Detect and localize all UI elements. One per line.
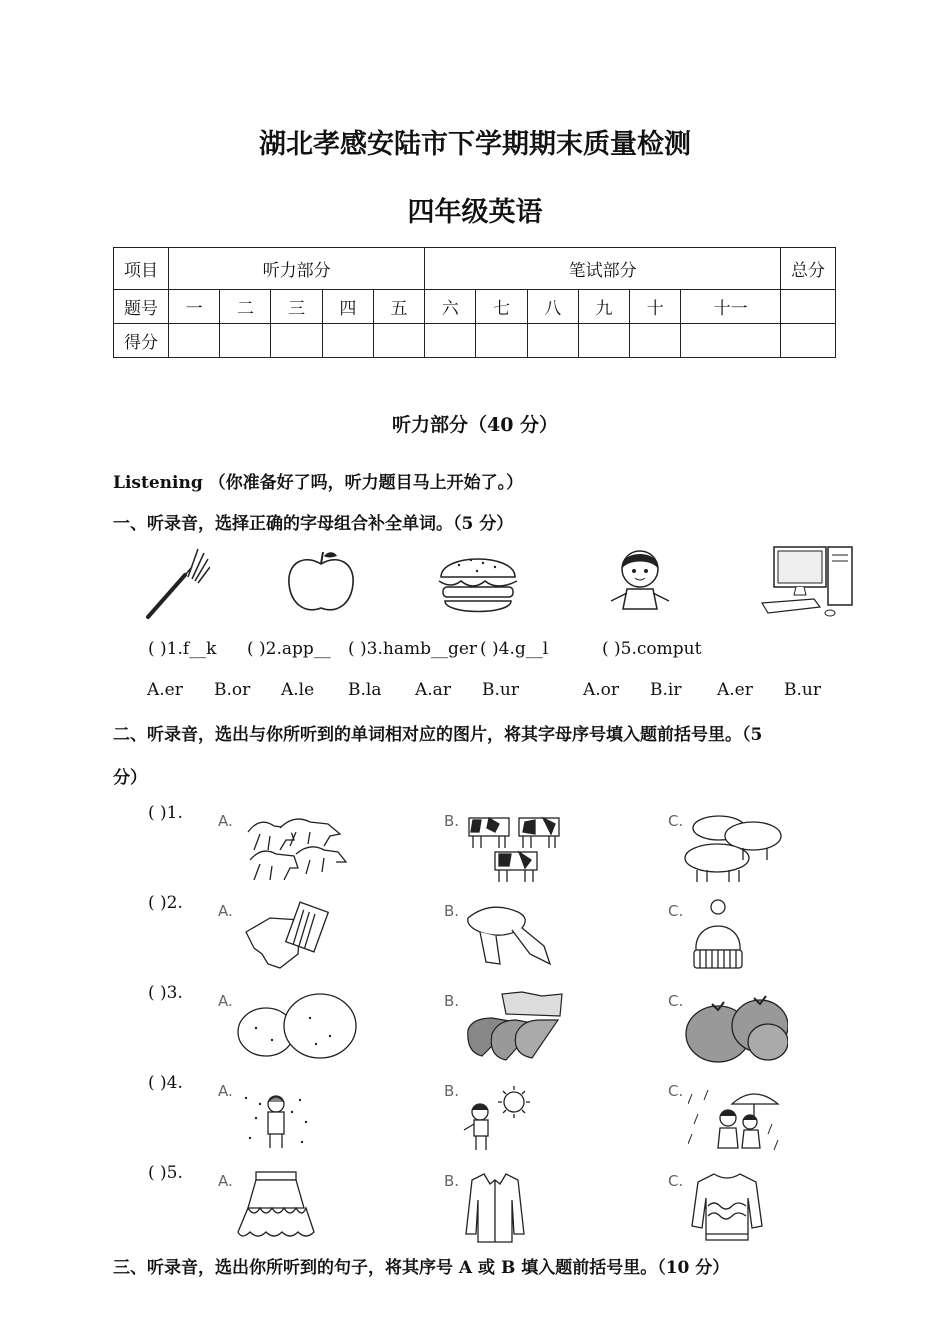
hamburger-icon bbox=[437, 547, 519, 619]
s1-item-5: ( )5.comput bbox=[602, 639, 702, 659]
score-table-cell: 五 bbox=[373, 290, 424, 324]
s1-option: A.er bbox=[147, 680, 183, 700]
s2-option-label: A. bbox=[218, 1172, 233, 1190]
snowy-icon bbox=[240, 1088, 314, 1154]
s1-option: B.ur bbox=[482, 680, 519, 700]
s2-option-label: C. bbox=[668, 992, 684, 1010]
s1-option: B.ur bbox=[784, 680, 821, 700]
score-table-cell: 九 bbox=[578, 290, 629, 324]
score-cell[interactable] bbox=[476, 324, 527, 358]
s1-item-3: ( )3.hamb__ger bbox=[348, 639, 478, 659]
s2-question-num: ( )3. bbox=[148, 983, 183, 1003]
s2-option-label: A. bbox=[218, 992, 233, 1010]
score-table-cell: 六 bbox=[425, 290, 476, 324]
score-table-cell: 一 bbox=[169, 290, 220, 324]
s2-option-label: C. bbox=[668, 1172, 684, 1190]
score-table-cell: 题号 bbox=[114, 290, 169, 324]
sweater-icon bbox=[690, 1170, 764, 1244]
skirt-icon bbox=[234, 1170, 318, 1244]
score-table-cell: 四 bbox=[322, 290, 373, 324]
shirt-icon bbox=[464, 1170, 526, 1244]
s1-option: A.or bbox=[583, 680, 620, 700]
section2-heading-cont: 分） bbox=[113, 768, 147, 788]
score-cell[interactable] bbox=[169, 324, 220, 358]
score-table-cell: 十 bbox=[630, 290, 681, 324]
score-table-cell: 总分 bbox=[781, 248, 836, 290]
fork-icon bbox=[140, 545, 210, 620]
scarf-icon bbox=[460, 898, 556, 972]
score-table-cell: 听力部分 bbox=[169, 248, 425, 290]
score-table-cell: 二 bbox=[220, 290, 271, 324]
score-table bbox=[113, 247, 836, 358]
score-table-cell: 七 bbox=[476, 290, 527, 324]
s1-option: B.or bbox=[214, 680, 251, 700]
score-cell[interactable] bbox=[322, 324, 373, 358]
computer-icon bbox=[760, 543, 854, 619]
s2-option-label: C. bbox=[668, 902, 684, 920]
section2-heading: 二、听录音，选出与你所听到的单词相对应的图片，将其字母序号填入题前括号里。（5 bbox=[113, 725, 763, 745]
s2-option-label: B. bbox=[444, 812, 460, 830]
s2-option-label: A. bbox=[218, 902, 233, 920]
s2-option-label: C. bbox=[668, 812, 684, 830]
s2-option-label: B. bbox=[444, 1082, 460, 1100]
score-table-cell: 笔试部分 bbox=[425, 248, 781, 290]
score-table-cell: 八 bbox=[527, 290, 578, 324]
score-cell[interactable] bbox=[220, 324, 271, 358]
listening-intro: Listening （你准备好了吗，听力题目马上开始了。） bbox=[113, 473, 524, 493]
s1-item-4: ( )4.g__l bbox=[480, 639, 549, 659]
tomatoes-icon bbox=[684, 990, 788, 1064]
s2-option-label: A. bbox=[218, 1082, 233, 1100]
s1-option: B.ir bbox=[650, 680, 682, 700]
page-title: 湖北孝感安陆市下学期期末质量检测 bbox=[259, 129, 691, 160]
horses-icon bbox=[240, 810, 350, 886]
s2-option-label: B. bbox=[444, 1172, 460, 1190]
score-cell[interactable] bbox=[373, 324, 424, 358]
gloves-icon bbox=[240, 898, 330, 972]
score-cell[interactable] bbox=[425, 324, 476, 358]
section3-heading: 三、听录音，选出你所听到的句子，将其序号 A 或 B 填入题前括号里。（10 分） bbox=[113, 1258, 730, 1278]
s2-option-label: C. bbox=[668, 1082, 684, 1100]
score-cell[interactable] bbox=[630, 324, 681, 358]
sunny-icon bbox=[462, 1084, 538, 1154]
score-cell[interactable] bbox=[781, 324, 836, 358]
s2-option-label: B. bbox=[444, 902, 460, 920]
s1-item-1: ( )1.f__k bbox=[148, 639, 217, 659]
hat-icon bbox=[690, 898, 746, 972]
s1-option: A.ar bbox=[415, 680, 451, 700]
potatoes-icon bbox=[236, 988, 360, 1064]
s1-item-2: ( )2.app__ bbox=[247, 639, 331, 659]
s2-option-label: A. bbox=[218, 812, 233, 830]
section1-heading: 一、听录音，选择正确的字母组合补全单词。（5 分） bbox=[113, 514, 514, 534]
sheep-icon bbox=[683, 812, 787, 884]
score-cell[interactable] bbox=[681, 324, 781, 358]
s2-question-num: ( )5. bbox=[148, 1163, 183, 1183]
s1-option: A.er bbox=[717, 680, 753, 700]
score-cell[interactable] bbox=[578, 324, 629, 358]
carrots-icon bbox=[462, 990, 568, 1062]
score-table-cell: 三 bbox=[271, 290, 322, 324]
cows-icon bbox=[465, 810, 565, 886]
s1-option: B.la bbox=[348, 680, 382, 700]
girl-icon bbox=[605, 545, 675, 615]
apple-icon bbox=[285, 550, 357, 615]
score-table-cell: 项目 bbox=[114, 248, 169, 290]
score-cell[interactable] bbox=[271, 324, 322, 358]
s1-option: A.le bbox=[281, 680, 315, 700]
score-table-cell bbox=[781, 290, 836, 324]
listening-header: 听力部分（40 分） bbox=[391, 414, 559, 436]
s2-question-num: ( )4. bbox=[148, 1073, 183, 1093]
s2-question-num: ( )2. bbox=[148, 893, 183, 913]
score-table-cell: 十一 bbox=[681, 290, 781, 324]
score-cell[interactable] bbox=[527, 324, 578, 358]
s2-question-num: ( )1. bbox=[148, 803, 183, 823]
s2-option-label: B. bbox=[444, 992, 460, 1010]
page-subtitle: 四年级英语 bbox=[407, 197, 543, 228]
score-table-cell: 得分 bbox=[114, 324, 169, 358]
rainy-icon bbox=[688, 1084, 784, 1154]
